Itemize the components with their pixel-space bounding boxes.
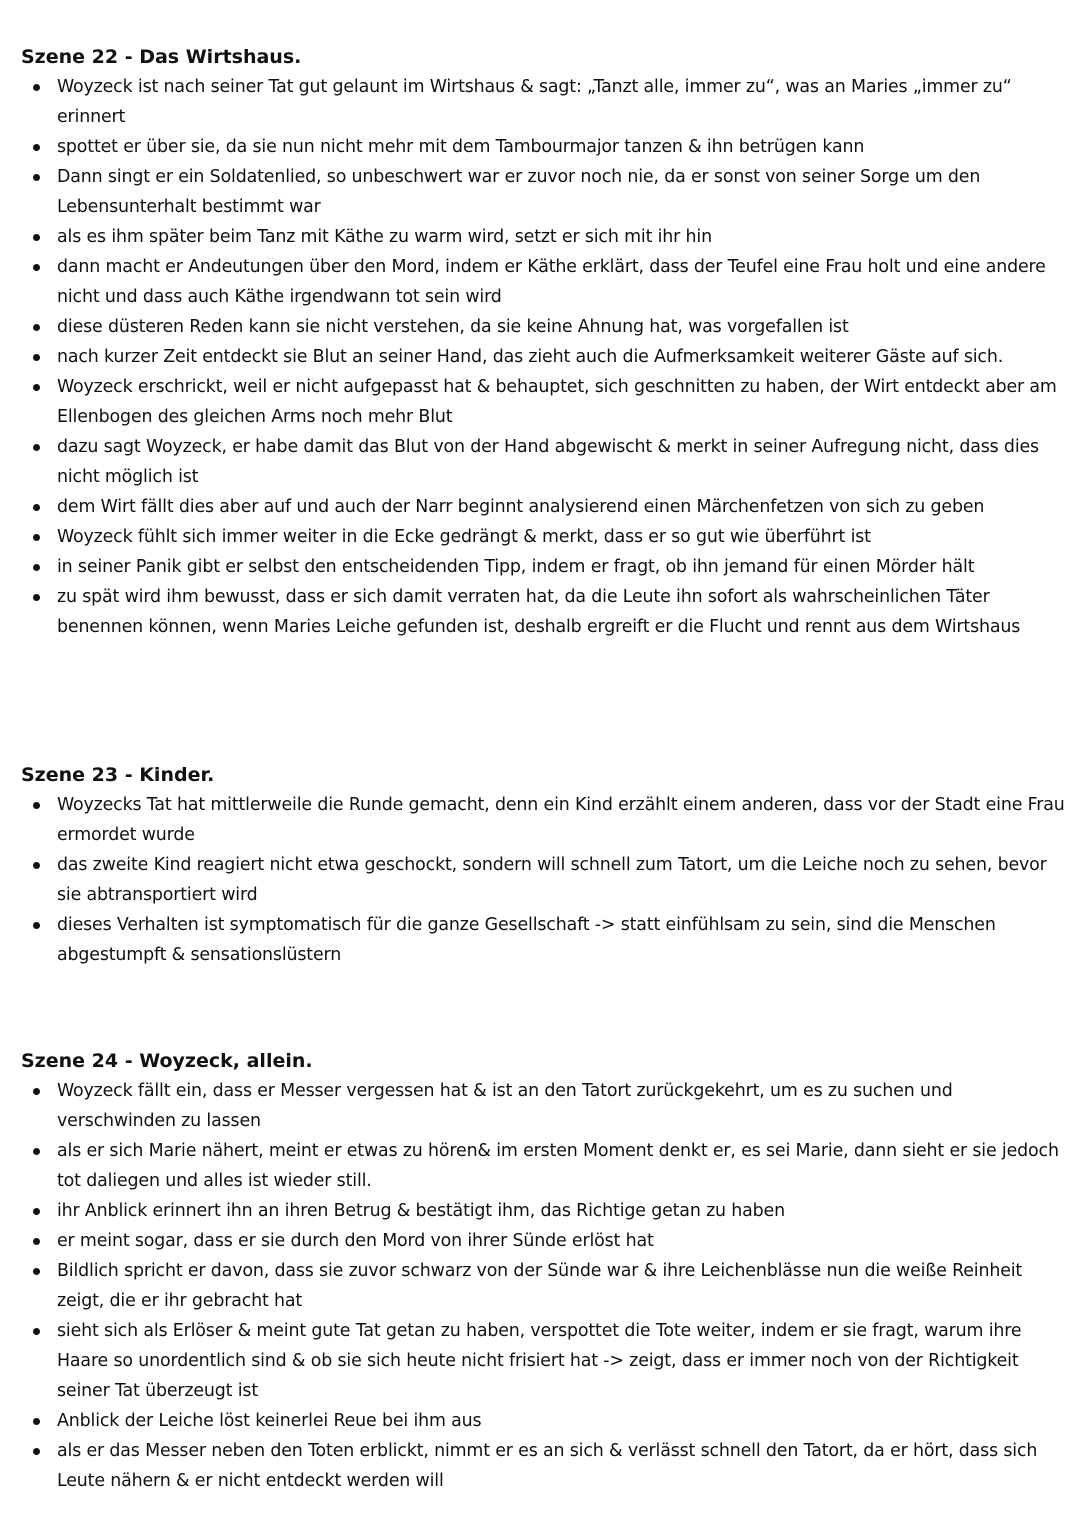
list-item: [21, 582, 1066, 642]
list-item: [21, 790, 1066, 850]
list-item-text: als er sich Marie nähert, meint er etwas zu hören& im ersten Moment denkt er, es sei Marie, dann sieht er sie jedoch tot daliegen und alles ist wieder still.: [57, 1141, 1059, 1191]
bullet-icon: [33, 504, 40, 511]
bullet-icon: [33, 1448, 40, 1455]
list-item: [21, 432, 1066, 492]
list-item-text: Dann singt er ein Soldatenlied, so unbeschwert war er zuvor noch nie, da er sonst von seiner Sorge um den Lebensunterhalt bestimmt war: [57, 167, 981, 217]
list-item-text: spottet er über sie, da sie nun nicht mehr mit dem Tambourmajor tanzen & ihn betrügen kann: [57, 137, 865, 157]
bullet-icon: [33, 922, 40, 929]
bullet-icon: [33, 324, 40, 331]
list-item-text: dazu sagt Woyzeck, er habe damit das Blut von der Hand abgewischt & merkt in seiner Aufregung nicht, dass dies nicht möglich ist: [57, 437, 1039, 487]
bullet-icon: [33, 384, 40, 391]
scene-24-section: [21, 1046, 1066, 1496]
list-item: [21, 252, 1066, 312]
list-item-text: als es ihm später beim Tanz mit Käthe zu warm wird, setzt er sich mit ihr hin: [57, 227, 712, 247]
list-item-text: Woyzeck fühlt sich immer weiter in die Ecke gedrängt & merkt, dass er so gut wie überführt ist: [57, 527, 871, 547]
scene-22-heading: Szene 22 - Das Wirtshaus.: [21, 46, 302, 68]
bullet-icon: [33, 534, 40, 541]
list-item-text: Woyzecks Tat hat mittlerweile die Runde gemacht, denn ein Kind erzählt einem anderen, dass vor der Stadt eine Frau ermordet wurde: [57, 795, 1065, 845]
list-item-text: sieht sich als Erlöser & meint gute Tat getan zu haben, verspottet die Tote weiter, indem er sie fragt, warum ihre Haare so unordentlich sind & ob sie sich heute nicht frisiert hat -> zeigt, dass er immer noch von der Richtigkeit seiner Tat überzeugt ist: [57, 1321, 1022, 1401]
list-item-text: dem Wirt fällt dies aber auf und auch der Narr beginnt analysierend einen Märchenfetzen von sich zu geben: [57, 497, 985, 517]
bullet-icon: [33, 1148, 40, 1155]
list-item: [21, 1226, 1066, 1256]
list-item-text: Woyzeck fällt ein, dass er Messer vergessen hat & ist an den Tatort zurückgekehrt, um es zu suchen und verschwinden zu lassen: [57, 1081, 953, 1131]
list-item-text: Woyzeck erschrickt, weil er nicht aufgepasst hat & behauptet, sich geschnitten zu haben, der Wirt entdeckt aber am Ellenbogen des gleichen Arms noch mehr Blut: [57, 377, 1057, 427]
bullet-icon: [33, 1418, 40, 1425]
list-item: [21, 492, 1066, 522]
bullet-icon: [33, 444, 40, 451]
list-item: [21, 222, 1066, 252]
scene-23-section: [21, 760, 1066, 970]
list-item: [21, 312, 1066, 342]
scene-24-bullet-list: [21, 1076, 1066, 1496]
list-item-text: er meint sogar, dass er sie durch den Mord von ihrer Sünde erlöst hat: [57, 1231, 654, 1251]
list-item: [21, 372, 1066, 432]
bullet-icon: [33, 594, 40, 601]
scene-22-section: [21, 42, 1066, 642]
list-item-text: als er das Messer neben den Toten erblickt, nimmt er es an sich & verlässt schnell den Tatort, da er hört, dass sich Leute nähern & er nicht entdeckt werden will: [57, 1441, 1038, 1491]
list-item-text: Anblick der Leiche löst keinerlei Reue bei ihm aus: [57, 1411, 482, 1431]
list-item: [21, 552, 1066, 582]
list-item: [21, 162, 1066, 222]
bullet-icon: [33, 174, 40, 181]
list-item-text: zu spät wird ihm bewusst, dass er sich damit verraten hat, da die Leute ihn sofort als wahrscheinlichen Täter benennen können, wenn Maries Leiche gefunden ist, deshalb ergreift er die Flucht und rennt aus dem Wirtshaus: [57, 587, 1021, 637]
list-item: [21, 850, 1066, 910]
list-item: [21, 910, 1066, 970]
bullet-icon: [33, 1268, 40, 1275]
list-item: [21, 1136, 1066, 1196]
scene-24-heading: Szene 24 - Woyzeck, allein.: [21, 1050, 313, 1072]
bullet-icon: [33, 802, 40, 809]
list-item: [21, 72, 1066, 132]
scene-23-heading: Szene 23 - Kinder.: [21, 764, 215, 786]
list-item: [21, 132, 1066, 162]
list-item: [21, 1076, 1066, 1136]
bullet-icon: [33, 1238, 40, 1245]
list-item: [21, 342, 1066, 372]
bullet-icon: [33, 234, 40, 241]
scene-22-bullet-list: [21, 72, 1066, 642]
list-item-text: in seiner Panik gibt er selbst den entscheidenden Tipp, indem er fragt, ob ihn jemand für einen Mörder hält: [57, 557, 975, 577]
list-item-text: dieses Verhalten ist symptomatisch für die ganze Gesellschaft -> statt einfühlsam zu sein, sind die Menschen abgestumpft & sensationslüstern: [57, 915, 996, 965]
bullet-icon: [33, 264, 40, 271]
bullet-icon: [33, 144, 40, 151]
list-item: [21, 522, 1066, 552]
bullet-icon: [33, 564, 40, 571]
list-item-text: nach kurzer Zeit entdeckt sie Blut an seiner Hand, das zieht auch die Aufmerksamkeit weiterer Gäste auf sich.: [57, 347, 1004, 367]
list-item-text: diese düsteren Reden kann sie nicht verstehen, da sie keine Ahnung hat, was vorgefallen ist: [57, 317, 849, 337]
list-item-text: dann macht er Andeutungen über den Mord, indem er Käthe erklärt, dass der Teufel eine Frau holt und eine andere nicht und dass auch Käthe irgendwann tot sein wird: [57, 257, 1046, 307]
bullet-icon: [33, 862, 40, 869]
list-item: [21, 1196, 1066, 1226]
list-item-text: Woyzeck ist nach seiner Tat gut gelaunt im Wirtshaus & sagt: „Tanzt alle, immer zu“, was an Maries „immer zu“ erinnert: [57, 77, 1012, 127]
list-item: [21, 1436, 1066, 1496]
list-item: [21, 1406, 1066, 1436]
scene-23-bullet-list: [21, 790, 1066, 970]
bullet-icon: [33, 1088, 40, 1095]
list-item-text: das zweite Kind reagiert nicht etwa geschockt, sondern will schnell zum Tatort, um die Leiche noch zu sehen, bevor sie abtransportiert wird: [57, 855, 1047, 905]
bullet-icon: [33, 354, 40, 361]
list-item-text: Bildlich spricht er davon, dass sie zuvor schwarz von der Sünde war & ihre Leichenblässe nun die weiße Reinheit zeigt, die er ihr gebracht hat: [57, 1261, 1023, 1311]
bullet-icon: [33, 84, 40, 91]
list-item: [21, 1256, 1066, 1316]
bullet-icon: [33, 1328, 40, 1335]
list-item: [21, 1316, 1066, 1406]
bullet-icon: [33, 1208, 40, 1215]
list-item-text: ihr Anblick erinnert ihn an ihren Betrug & bestätigt ihm, das Richtige getan zu haben: [57, 1201, 785, 1221]
